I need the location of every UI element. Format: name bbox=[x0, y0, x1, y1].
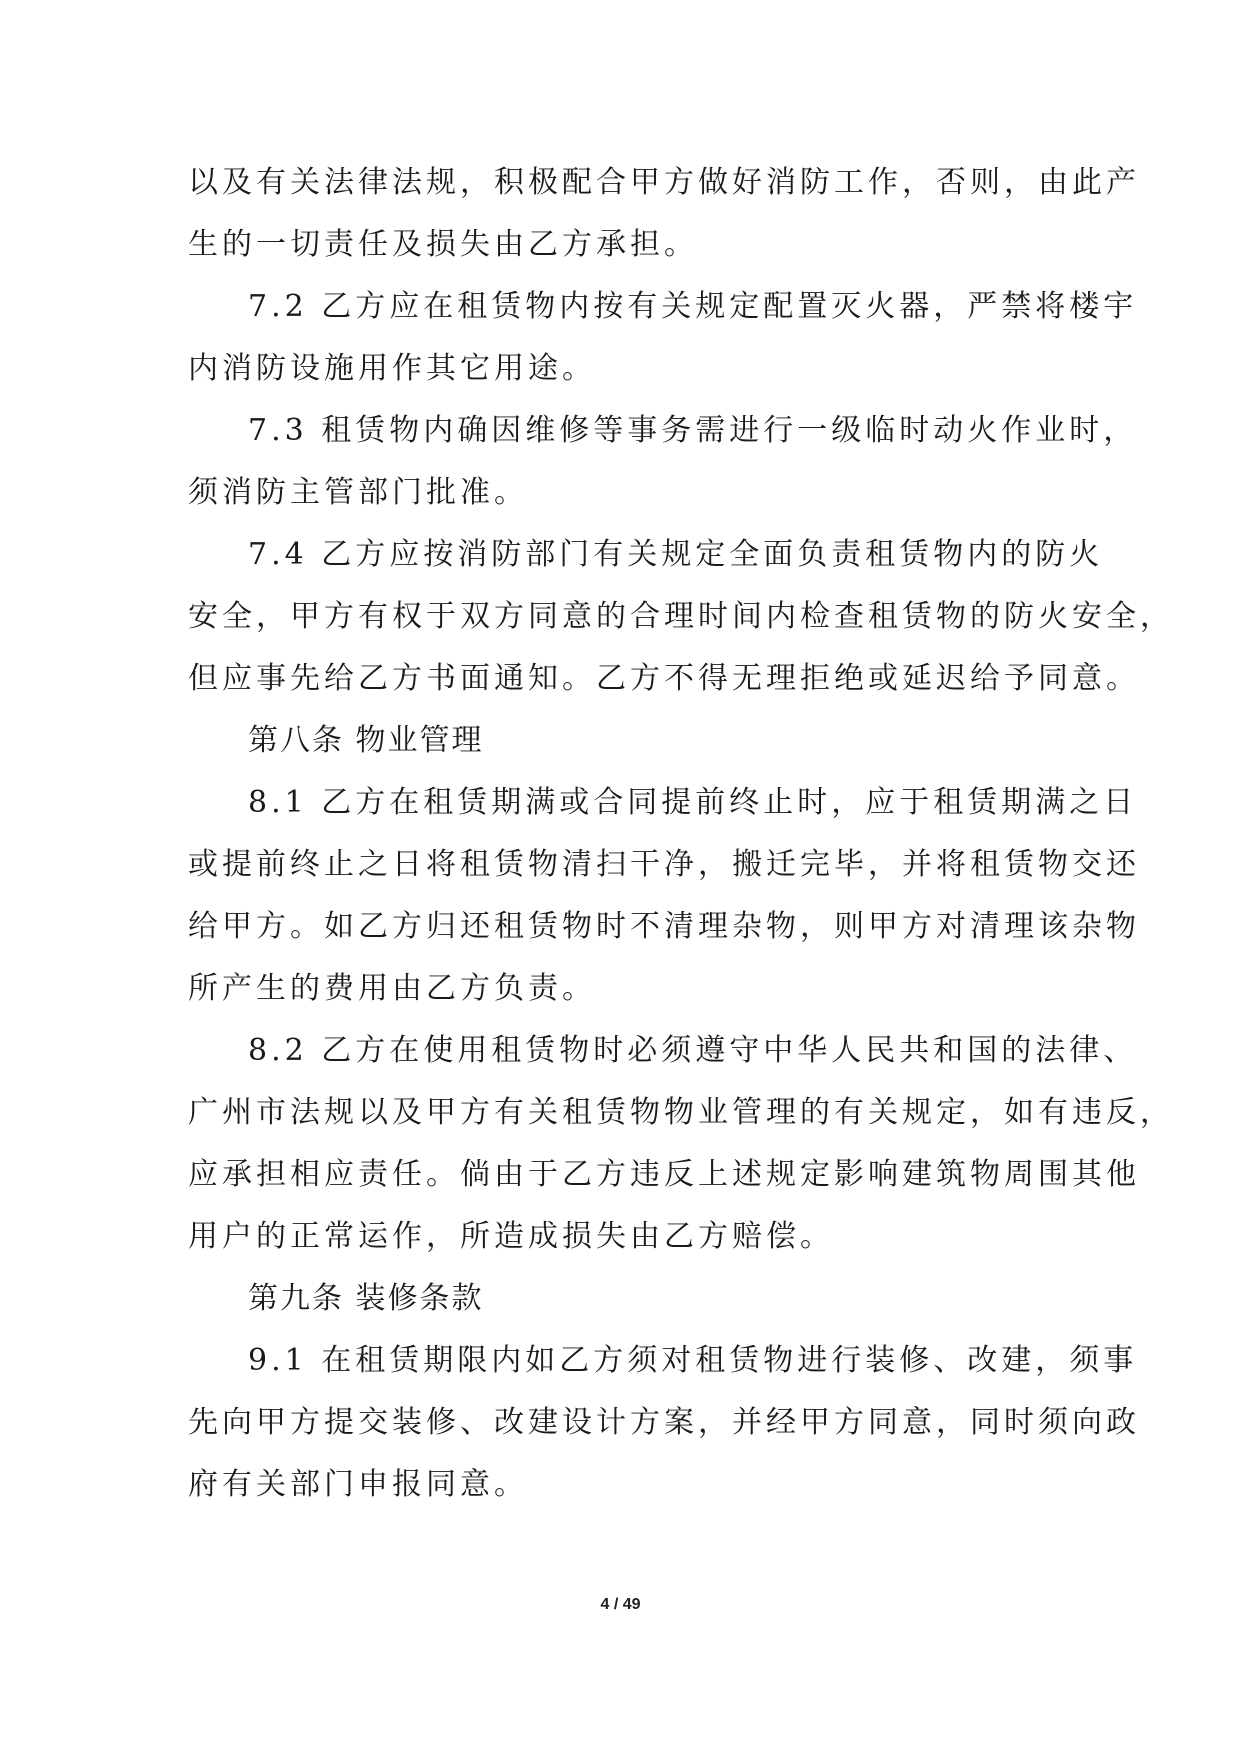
paragraph-9-1 bbox=[188, 1330, 1140, 1516]
page-number: 4 / 49 bbox=[600, 1596, 641, 1613]
text-line: 7.2 乙方应在租赁物内按有关规定配置灭火器，严禁将楼宇 bbox=[248, 289, 1138, 324]
text-line: 或提前终止之日将租赁物清扫干净，搬迁完毕，并将租赁物交还 bbox=[188, 847, 1140, 882]
text-line: 应承担相应责任。倘由于乙方违反上述规定影响建筑物周围其他 bbox=[188, 1157, 1140, 1192]
text-line: 8.2 乙方在使用租赁物时必须遵守中华人民共和国的法律、 bbox=[248, 1033, 1138, 1068]
text-line: 所产生的费用由乙方负责。 bbox=[188, 971, 596, 1006]
text-line: 但应事先给乙方书面通知。乙方不得无理拒绝或延迟给予同意。 bbox=[188, 661, 1140, 696]
text-line: 8.1 乙方在租赁期满或合同提前终止时，应于租赁期满之日 bbox=[248, 785, 1138, 820]
paragraph-8-1 bbox=[188, 772, 1140, 1020]
text-line: 给甲方。如乙方归还租赁物时不清理杂物，则甲方对清理该杂物 bbox=[188, 909, 1140, 944]
text-line: 9.1 在租赁期限内如乙方须对租赁物进行装修、改建，须事 bbox=[248, 1343, 1138, 1378]
paragraph-8-2 bbox=[188, 1020, 1174, 1268]
article-9-heading: 第九条 装修条款 bbox=[248, 1281, 484, 1316]
text-line: 先向甲方提交装修、改建设计方案，并经甲方同意，同时须向政 bbox=[188, 1405, 1140, 1440]
text-line: 7.3 租赁物内确因维修等事务需进行一级临时动火作业时， bbox=[248, 413, 1138, 448]
paragraph-7-2 bbox=[188, 276, 1138, 400]
paragraph-7-3 bbox=[188, 400, 1138, 524]
paragraph-fire-continuation bbox=[188, 152, 1140, 276]
text-line: 安全，甲方有权于双方同意的合理时间内检查租赁物的防火安全， bbox=[188, 599, 1174, 634]
text-line: 须消防主管部门批准。 bbox=[188, 475, 528, 510]
document-body bbox=[188, 152, 1174, 1516]
text-line: 生的一切责任及损失由乙方承担。 bbox=[188, 227, 698, 262]
paragraph-7-4 bbox=[188, 524, 1174, 710]
text-line: 内消防设施用作其它用途。 bbox=[188, 351, 596, 386]
article-8-heading: 第八条 物业管理 bbox=[248, 723, 484, 758]
text-line: 用户的正常运作，所造成损失由乙方赔偿。 bbox=[188, 1219, 834, 1254]
text-line: 以及有关法律法规，积极配合甲方做好消防工作，否则，由此产 bbox=[188, 165, 1140, 200]
text-line: 7.4 乙方应按消防部门有关规定全面负责租赁物内的防火 bbox=[248, 537, 1104, 572]
text-line: 广州市法规以及甲方有关租赁物物业管理的有关规定，如有违反， bbox=[188, 1095, 1174, 1130]
text-line: 府有关部门申报同意。 bbox=[188, 1467, 528, 1502]
